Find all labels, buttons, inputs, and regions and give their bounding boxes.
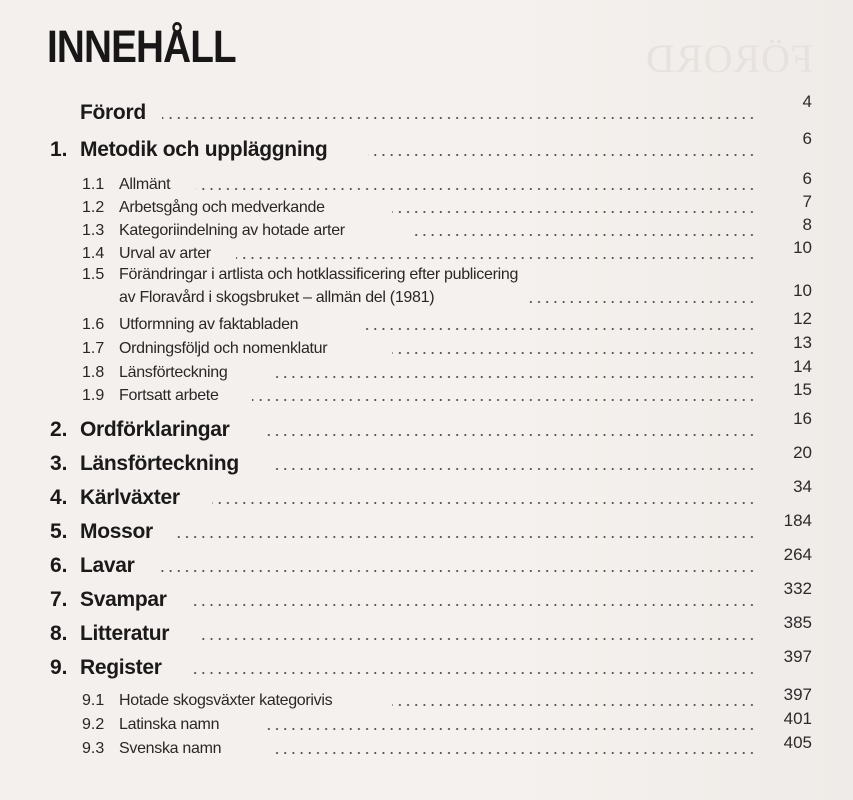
toc-entry-number: 2. xyxy=(50,418,68,441)
toc-page-number: 34 xyxy=(793,477,812,496)
page-title: INNEHÅLL xyxy=(47,21,236,72)
toc-entry-label: Ordförklaringar xyxy=(80,418,230,441)
dot-leader xyxy=(368,154,756,156)
dot-leader xyxy=(276,376,756,378)
toc-entry-number: 6. xyxy=(50,554,68,577)
toc-entry-label: Länsförteckning xyxy=(119,364,228,381)
toc-entry-label: Förändringar i artlista och hotklassificering efter publicering xyxy=(119,266,519,283)
toc-entry-label: Utformning av faktabladen xyxy=(119,316,299,333)
bleed-through-text: FÖRORD xyxy=(645,36,814,81)
dot-leader xyxy=(528,301,756,303)
dot-leader xyxy=(192,672,756,674)
toc-entry-label: Allmänt xyxy=(119,176,171,193)
toc-entry-number: 1.9 xyxy=(82,387,105,404)
toc-page-number: 385 xyxy=(783,613,812,632)
toc-entry-number: 1.5 xyxy=(82,266,105,283)
toc-page-number: 8 xyxy=(802,215,812,234)
toc-entry-label: Urval av arter xyxy=(119,245,211,262)
toc-entry-label: Litteratur xyxy=(80,622,170,645)
toc-page-number: 405 xyxy=(783,733,812,752)
toc-entry-label: Fortsatt arbete xyxy=(119,387,219,404)
toc-page-number: 14 xyxy=(793,357,812,376)
toc-entry-number: 1.7 xyxy=(82,340,105,357)
toc-entry-number: 9.3 xyxy=(82,740,105,757)
toc-entry-label: Svenska namn xyxy=(119,740,222,757)
dot-leader xyxy=(176,536,756,538)
toc-entry-subsection-1-5[interactable] xyxy=(0,266,853,312)
dot-leader xyxy=(162,117,756,119)
dot-leader xyxy=(196,188,756,190)
toc-page-number: 184 xyxy=(783,511,812,530)
toc-page-number: 10 xyxy=(793,238,812,257)
toc-entry-label: Kategoriindelning av hotade arter xyxy=(119,222,345,239)
dot-leader xyxy=(392,211,756,213)
toc-entry-number: 1. xyxy=(50,138,68,161)
toc-entry-label: Lavar xyxy=(80,554,135,577)
toc-entry-label: Länsförteckning xyxy=(80,452,239,475)
toc-entry-label: Förord xyxy=(80,101,146,124)
toc-entry-label: Kärlväxter xyxy=(80,486,180,509)
toc-entry-number: 3. xyxy=(50,452,68,475)
dot-leader xyxy=(236,257,756,259)
dot-leader xyxy=(272,752,756,754)
dot-leader xyxy=(200,638,756,640)
toc-page-number: 7 xyxy=(802,192,812,211)
toc-page-number: 20 xyxy=(793,443,812,462)
toc-page-number: 332 xyxy=(783,579,812,598)
toc-entry-number: 9.2 xyxy=(82,716,105,733)
toc-entry-label: Arbetsgång och medverkande xyxy=(119,199,325,216)
toc-entry-label: Svampar xyxy=(80,588,167,611)
toc-page-number: 397 xyxy=(783,647,812,666)
toc-page-number: 12 xyxy=(793,309,812,328)
toc-entry-label-continued: av Floravård i skogsbruket – allmän del (1981) xyxy=(119,289,435,306)
toc-page-number: 15 xyxy=(793,380,812,399)
dot-leader xyxy=(212,502,756,504)
dot-leader xyxy=(412,234,756,236)
toc-entry-number: 9.1 xyxy=(82,692,105,709)
toc-entry-number: 5. xyxy=(50,520,68,543)
toc-page-number: 6 xyxy=(802,169,812,188)
toc-entry-number: 1.8 xyxy=(82,364,105,381)
dot-leader xyxy=(158,570,756,572)
toc-entry-number: 1.2 xyxy=(82,199,105,216)
toc-page-number: 16 xyxy=(793,409,812,428)
toc-entry-number: 9. xyxy=(50,656,68,679)
toc-page-number: 10 xyxy=(793,281,812,300)
toc-entry-number: 1.6 xyxy=(82,316,105,333)
dot-leader xyxy=(360,328,756,330)
toc-entry-label: Latinska namn xyxy=(119,716,220,733)
dot-leader xyxy=(264,434,756,436)
dot-leader xyxy=(274,468,756,470)
toc-entry-number: 1.1 xyxy=(82,176,105,193)
toc-entry-label: Ordningsföljd och nomenklatur xyxy=(119,340,328,357)
toc-page-number: 13 xyxy=(793,333,812,352)
toc-entry-number: 1.4 xyxy=(82,245,105,262)
dot-leader xyxy=(392,352,756,354)
toc-entry-label: Metodik och uppläggning xyxy=(80,138,328,161)
toc-entry-number: 4. xyxy=(50,486,68,509)
toc-entry-label: Register xyxy=(80,656,162,679)
toc-entry-number: 7. xyxy=(50,588,68,611)
toc-page-number: 397 xyxy=(783,685,812,704)
toc-entry-label: Mossor xyxy=(80,520,153,543)
toc-page-number: 6 xyxy=(802,129,812,148)
toc-page-number: 4 xyxy=(802,92,812,111)
dot-leader xyxy=(392,704,756,706)
toc-page-number: 264 xyxy=(783,545,812,564)
toc-page-number: 401 xyxy=(783,709,812,728)
toc-entry-number: 1.3 xyxy=(82,222,105,239)
dot-leader xyxy=(190,604,756,606)
dot-leader xyxy=(262,728,756,730)
toc-entry-number: 8. xyxy=(50,622,68,645)
toc-entry-label: Hotade skogsväxter kategorivis xyxy=(119,692,333,709)
dot-leader xyxy=(252,399,756,401)
